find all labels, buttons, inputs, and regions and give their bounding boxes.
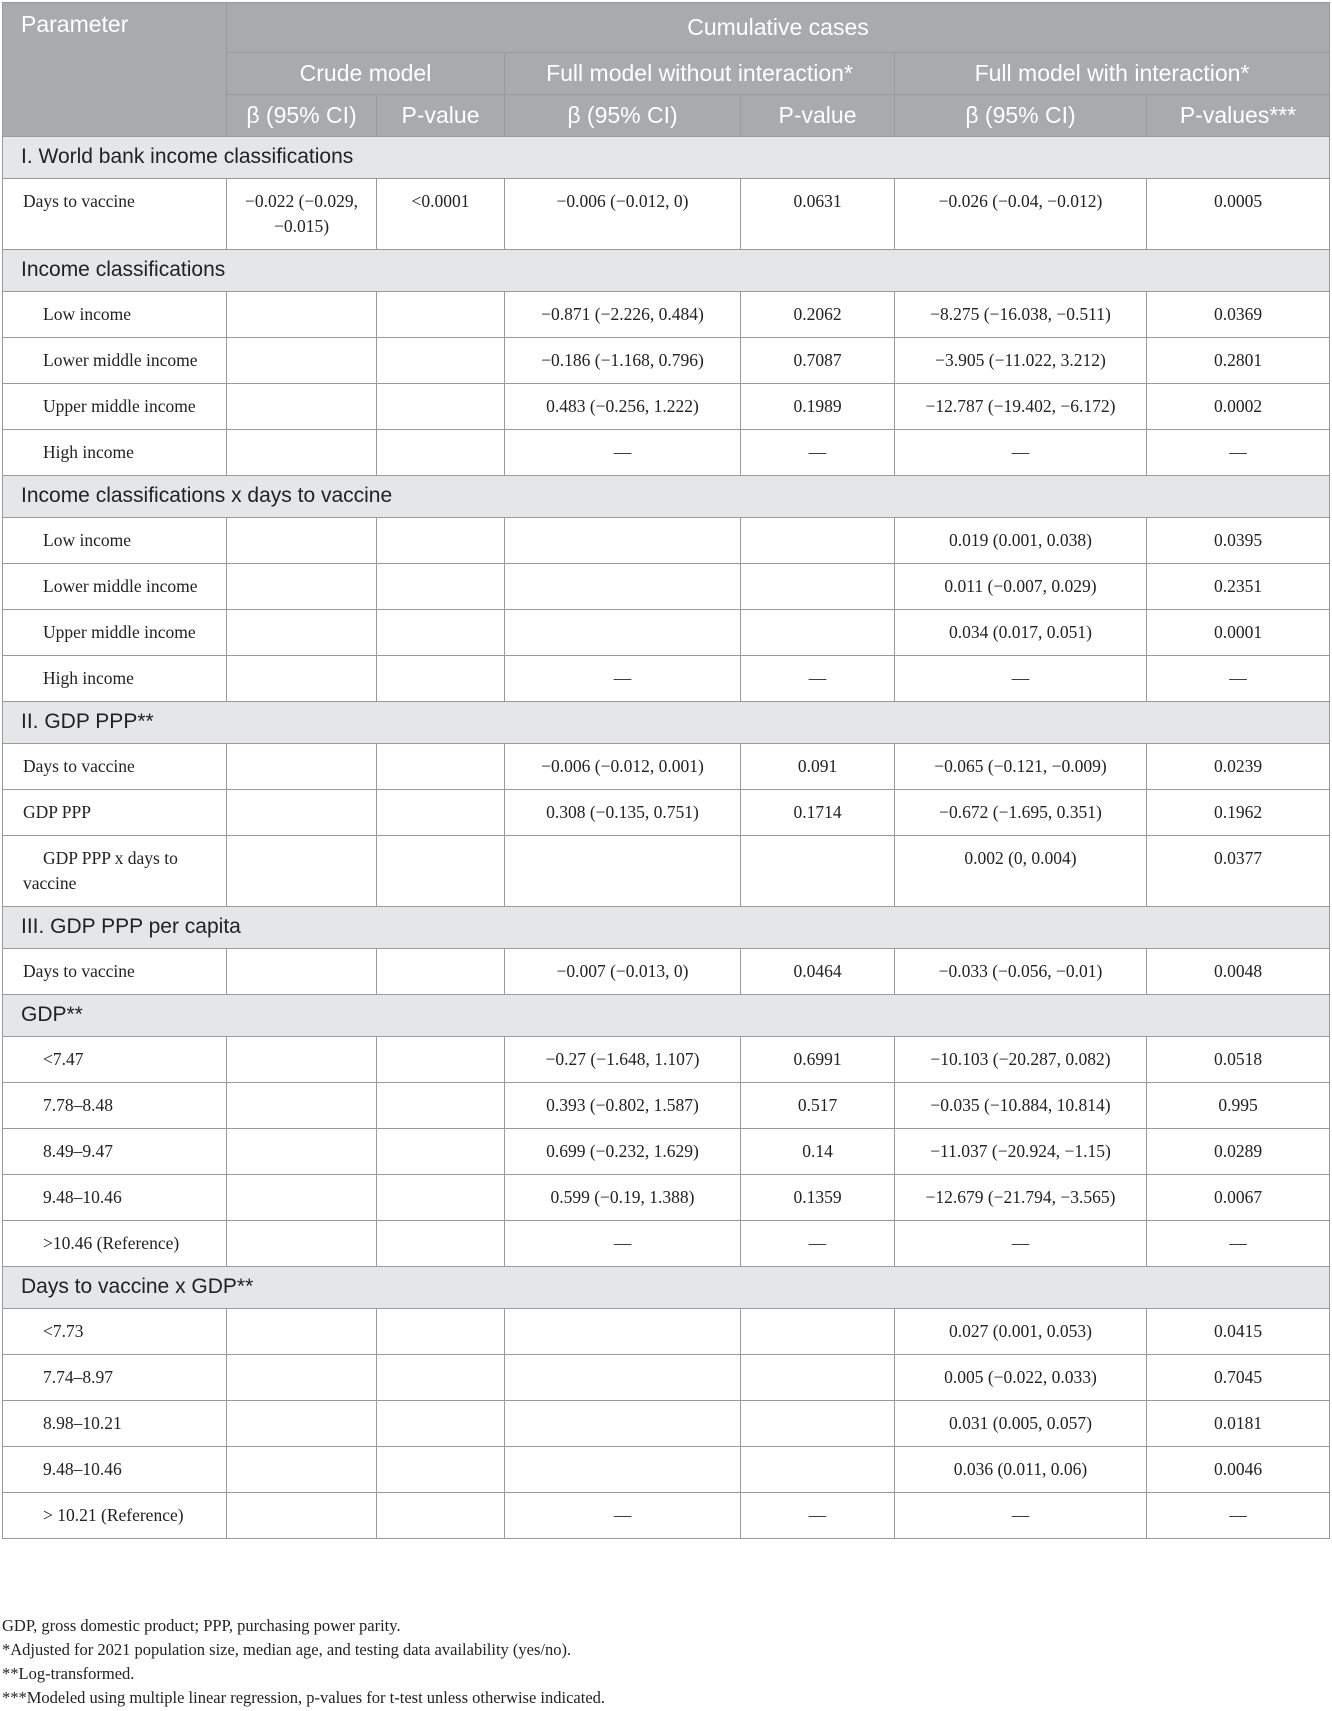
table-container <box>2 2 1329 1539</box>
with-p-cell: 0.0239 <box>1147 743 1330 789</box>
without-beta-cell: −0.006 (−0.012, 0) <box>505 178 741 249</box>
without-beta-cell: −0.006 (−0.012, 0.001) <box>505 743 741 789</box>
crude-beta-cell <box>227 655 377 701</box>
row-label: 8.49–9.47 <box>3 1128 227 1174</box>
row-label: Low income <box>3 517 227 563</box>
table-row <box>3 563 1330 609</box>
without-beta-cell: −0.186 (−1.168, 0.796) <box>505 337 741 383</box>
without-p-cell: 0.1359 <box>741 1174 895 1220</box>
crude-beta-cell <box>227 1446 377 1492</box>
crude-beta-cell <box>227 1082 377 1128</box>
row-label: Days to vaccine <box>3 948 227 994</box>
without-p-cell: 0.091 <box>741 743 895 789</box>
with-p-cell: 0.995 <box>1147 1082 1330 1128</box>
with-p-cell: 0.0415 <box>1147 1308 1330 1354</box>
with-p-cell: 0.0181 <box>1147 1400 1330 1446</box>
without-p-cell: — <box>741 655 895 701</box>
section-header-row <box>3 136 1330 178</box>
with-p-cell: 0.0002 <box>1147 383 1330 429</box>
without-p-cell: 0.14 <box>741 1128 895 1174</box>
section-title: III. GDP PPP per capita <box>3 906 1330 948</box>
row-label: > 10.21 (Reference) <box>3 1492 227 1538</box>
crude-beta-cell <box>227 1036 377 1082</box>
with-beta-cell: −0.672 (−1.695, 0.351) <box>895 789 1147 835</box>
crude-beta-cell <box>227 337 377 383</box>
crude-p-cell <box>377 1082 505 1128</box>
row-label: >10.46 (Reference) <box>3 1220 227 1266</box>
without-beta-cell <box>505 1354 741 1400</box>
with-p-cell: 0.0395 <box>1147 517 1330 563</box>
section-header-row <box>3 249 1330 291</box>
without-beta-cell: 0.308 (−0.135, 0.751) <box>505 789 741 835</box>
with-beta-cell: 0.031 (0.005, 0.057) <box>895 1400 1147 1446</box>
without-beta-cell: −0.007 (−0.013, 0) <box>505 948 741 994</box>
crude-beta-cell <box>227 1174 377 1220</box>
crude-beta-header: β (95% CI) <box>227 94 377 136</box>
with-p-cell: 0.2801 <box>1147 337 1330 383</box>
with-p-cell: 0.7045 <box>1147 1354 1330 1400</box>
without-beta-cell: −0.871 (−2.226, 0.484) <box>505 291 741 337</box>
table-row <box>3 1446 1330 1492</box>
without-p-cell: 0.1714 <box>741 789 895 835</box>
crude-beta-cell <box>227 609 377 655</box>
row-label: Lower middle income <box>3 337 227 383</box>
row-label: Lower middle income <box>3 563 227 609</box>
with-beta-cell: 0.019 (0.001, 0.038) <box>895 517 1147 563</box>
with-beta-cell: −3.905 (−11.022, 3.212) <box>895 337 1147 383</box>
row-label: <7.73 <box>3 1308 227 1354</box>
with-beta-cell: −0.033 (−0.056, −0.01) <box>895 948 1147 994</box>
without-beta-cell <box>505 835 741 906</box>
row-label: 9.48–10.46 <box>3 1446 227 1492</box>
without-beta-header: β (95% CI) <box>505 94 741 136</box>
without-p-cell: 0.7087 <box>741 337 895 383</box>
footnote: ***Modeled using multiple linear regression, p-values for t-test unless otherwise indicated. <box>2 1688 606 1707</box>
with-beta-cell: 0.036 (0.011, 0.06) <box>895 1446 1147 1492</box>
row-label: High income <box>3 429 227 475</box>
with-beta-cell: −0.026 (−0.04, −0.012) <box>895 178 1147 249</box>
crude-p-cell <box>377 291 505 337</box>
footnote: GDP, gross domestic product; PPP, purchasing power parity. <box>2 1616 401 1635</box>
with-p-cell: 0.0518 <box>1147 1036 1330 1082</box>
without-beta-cell: — <box>505 429 741 475</box>
table-row <box>3 655 1330 701</box>
with-beta-cell: −0.035 (−10.884, 10.814) <box>895 1082 1147 1128</box>
with-p-cell: 0.0377 <box>1147 835 1330 906</box>
crude-beta-cell <box>227 517 377 563</box>
crude-p-cell <box>377 835 505 906</box>
with-beta-cell: 0.011 (−0.007, 0.029) <box>895 563 1147 609</box>
full-model-without-interaction-header: Full model without interaction* <box>505 52 895 94</box>
with-beta-cell: 0.005 (−0.022, 0.033) <box>895 1354 1147 1400</box>
with-p-cell: 0.0001 <box>1147 609 1330 655</box>
crude-p-cell <box>377 1492 505 1538</box>
crude-p-cell <box>377 563 505 609</box>
regression-table <box>2 2 1330 1539</box>
without-p-cell <box>741 517 895 563</box>
with-beta-cell: 0.002 (0, 0.004) <box>895 835 1147 906</box>
crude-beta-cell <box>227 1492 377 1538</box>
crude-p-cell <box>377 789 505 835</box>
crude-p-cell <box>377 655 505 701</box>
without-p-cell <box>741 1308 895 1354</box>
with-beta-cell: — <box>895 1492 1147 1538</box>
table-row <box>3 1128 1330 1174</box>
table-row <box>3 835 1330 906</box>
table-row <box>3 383 1330 429</box>
crude-beta-cell <box>227 1354 377 1400</box>
with-beta-cell: −12.679 (−21.794, −3.565) <box>895 1174 1147 1220</box>
parameter-header-spacer <box>3 52 227 94</box>
without-p-cell: — <box>741 1492 895 1538</box>
table-row <box>3 1174 1330 1220</box>
row-label: Low income <box>3 291 227 337</box>
crude-beta-cell <box>227 789 377 835</box>
without-p-cell <box>741 1354 895 1400</box>
crude-beta-cell <box>227 948 377 994</box>
row-label: 9.48–10.46 <box>3 1174 227 1220</box>
without-p-cell <box>741 835 895 906</box>
crude-beta-cell <box>227 835 377 906</box>
with-p-cell: 0.0005 <box>1147 178 1330 249</box>
without-beta-cell: 0.483 (−0.256, 1.222) <box>505 383 741 429</box>
crude-p-cell <box>377 609 505 655</box>
crude-beta-cell <box>227 1128 377 1174</box>
parameter-header-spacer <box>3 94 227 136</box>
with-p-cell: — <box>1147 1492 1330 1538</box>
without-beta-cell: — <box>505 1220 741 1266</box>
crude-p-cell <box>377 1220 505 1266</box>
crude-p-cell <box>377 743 505 789</box>
crude-p-cell <box>377 517 505 563</box>
without-p-cell: — <box>741 1220 895 1266</box>
with-beta-cell: −10.103 (−20.287, 0.082) <box>895 1036 1147 1082</box>
without-p-cell: 0.0464 <box>741 948 895 994</box>
footnote: **Log-transformed. <box>2 1664 135 1683</box>
crude-model-header: Crude model <box>227 52 505 94</box>
section-title: Income classifications <box>3 249 1330 291</box>
with-beta-cell: 0.027 (0.001, 0.053) <box>895 1308 1147 1354</box>
row-label: 7.74–8.97 <box>3 1354 227 1400</box>
crude-p-cell <box>377 1400 505 1446</box>
with-p-cell: 0.2351 <box>1147 563 1330 609</box>
crude-beta-cell <box>227 563 377 609</box>
without-p-cell: 0.6991 <box>741 1036 895 1082</box>
crude-beta-cell <box>227 429 377 475</box>
table-row <box>3 609 1330 655</box>
with-p-cell: — <box>1147 429 1330 475</box>
section-header-row <box>3 1266 1330 1308</box>
with-p-cell: 0.0289 <box>1147 1128 1330 1174</box>
table-row <box>3 1400 1330 1446</box>
section-title: I. World bank income classifications <box>3 136 1330 178</box>
with-p-cell: 0.0046 <box>1147 1446 1330 1492</box>
without-beta-cell: 0.599 (−0.19, 1.388) <box>505 1174 741 1220</box>
section-title: Income classifications x days to vaccine <box>3 475 1330 517</box>
without-p-cell: 0.517 <box>741 1082 895 1128</box>
without-p-cell <box>741 609 895 655</box>
without-beta-cell <box>505 1400 741 1446</box>
without-beta-cell: 0.393 (−0.802, 1.587) <box>505 1082 741 1128</box>
without-p-cell: 0.2062 <box>741 291 895 337</box>
with-beta-header: β (95% CI) <box>895 94 1147 136</box>
crude-beta-cell <box>227 1400 377 1446</box>
with-p-cell: 0.1962 <box>1147 789 1330 835</box>
without-beta-cell <box>505 1308 741 1354</box>
crude-beta-cell <box>227 1220 377 1266</box>
section-header-row <box>3 906 1330 948</box>
with-beta-cell: 0.034 (0.017, 0.051) <box>895 609 1147 655</box>
crude-p-cell <box>377 1354 505 1400</box>
table-row <box>3 1036 1330 1082</box>
with-beta-cell: −12.787 (−19.402, −6.172) <box>895 383 1147 429</box>
table-row <box>3 1308 1330 1354</box>
table-row <box>3 291 1330 337</box>
section-title: Days to vaccine x GDP** <box>3 1266 1330 1308</box>
without-beta-cell <box>505 609 741 655</box>
with-p-cell: 0.0067 <box>1147 1174 1330 1220</box>
with-beta-cell: — <box>895 1220 1147 1266</box>
row-label: 8.98–10.21 <box>3 1400 227 1446</box>
with-beta-cell: −8.275 (−16.038, −0.511) <box>895 291 1147 337</box>
row-label: Days to vaccine <box>3 178 227 249</box>
section-title: GDP** <box>3 994 1330 1036</box>
without-beta-cell <box>505 517 741 563</box>
without-p-cell <box>741 1446 895 1492</box>
table-row <box>3 948 1330 994</box>
crude-beta-cell <box>227 291 377 337</box>
row-label: Upper middle income <box>3 383 227 429</box>
table-row <box>3 1082 1330 1128</box>
without-p-cell: 0.1989 <box>741 383 895 429</box>
crude-p-cell <box>377 337 505 383</box>
section-title: II. GDP PPP** <box>3 701 1330 743</box>
without-beta-cell: — <box>505 655 741 701</box>
footnotes <box>2 1614 1322 1710</box>
with-p-cell: — <box>1147 1220 1330 1266</box>
crude-beta-cell <box>227 383 377 429</box>
with-p-cell: 0.0048 <box>1147 948 1330 994</box>
with-p-cell: — <box>1147 655 1330 701</box>
row-label: 7.78–8.48 <box>3 1082 227 1128</box>
crude-p-cell <box>377 948 505 994</box>
without-p-cell <box>741 563 895 609</box>
table-row <box>3 1492 1330 1538</box>
crude-p-cell <box>377 1174 505 1220</box>
crude-p-cell <box>377 429 505 475</box>
section-header-row <box>3 475 1330 517</box>
with-beta-cell: — <box>895 655 1147 701</box>
row-label: GDP PPP <box>3 789 227 835</box>
table-row <box>3 1220 1330 1266</box>
crude-beta-cell <box>227 1308 377 1354</box>
row-label: <7.47 <box>3 1036 227 1082</box>
full-model-with-interaction-header: Full model with interaction* <box>895 52 1330 94</box>
row-label: High income <box>3 655 227 701</box>
with-beta-cell: — <box>895 429 1147 475</box>
crude-p-header: P-value <box>377 94 505 136</box>
without-p-header: P-value <box>741 94 895 136</box>
crude-p-cell <box>377 1036 505 1082</box>
table-row <box>3 429 1330 475</box>
row-label: Upper middle income <box>3 609 227 655</box>
without-beta-cell: 0.699 (−0.232, 1.629) <box>505 1128 741 1174</box>
section-header-row <box>3 994 1330 1036</box>
row-label: Days to vaccine <box>3 743 227 789</box>
with-beta-cell: −0.065 (−0.121, −0.009) <box>895 743 1147 789</box>
crude-p-cell <box>377 1446 505 1492</box>
table-row <box>3 789 1330 835</box>
table-row <box>3 337 1330 383</box>
crude-beta-cell <box>227 743 377 789</box>
with-p-header: P-values*** <box>1147 94 1330 136</box>
with-beta-cell: −11.037 (−20.924, −1.15) <box>895 1128 1147 1174</box>
table-row <box>3 1354 1330 1400</box>
with-p-cell: 0.0369 <box>1147 291 1330 337</box>
footnote: *Adjusted for 2021 population size, median age, and testing data availability (yes/no). <box>2 1640 572 1659</box>
table-row <box>3 517 1330 563</box>
table-row <box>3 743 1330 789</box>
without-beta-cell <box>505 1446 741 1492</box>
crude-p-cell <box>377 383 505 429</box>
without-beta-cell <box>505 563 741 609</box>
without-p-cell: — <box>741 429 895 475</box>
crude-p-cell: <0.0001 <box>377 178 505 249</box>
without-beta-cell: −0.27 (−1.648, 1.107) <box>505 1036 741 1082</box>
section-header-row <box>3 701 1330 743</box>
table-row <box>3 178 1330 249</box>
crude-p-cell <box>377 1308 505 1354</box>
cumulative-cases-header: Cumulative cases <box>227 3 1330 53</box>
crude-p-cell <box>377 1128 505 1174</box>
row-label: GDP PPP x days to vaccine <box>3 835 227 906</box>
without-p-cell: 0.0631 <box>741 178 895 249</box>
crude-beta-cell: −0.022 (−0.029, −0.015) <box>227 178 377 249</box>
parameter-header: Parameter <box>3 3 227 53</box>
without-p-cell <box>741 1400 895 1446</box>
without-beta-cell: — <box>505 1492 741 1538</box>
